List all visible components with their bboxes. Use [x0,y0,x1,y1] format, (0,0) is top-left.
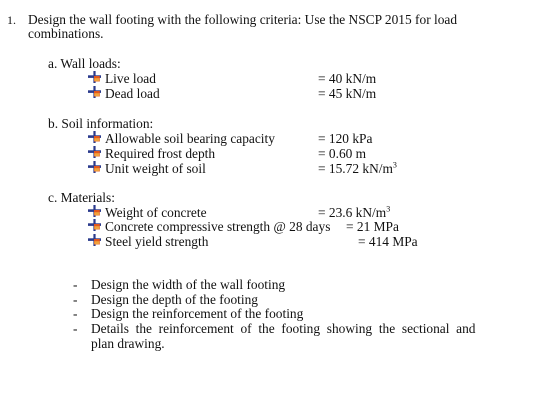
material-item-value: = 23.6 $kN/m^3$ [318,204,391,220]
pushpin-icon [88,161,101,173]
dash-bullet: - [73,277,78,292]
pushpin-icon [88,131,101,143]
soil-info-label: b. Soil information: [48,116,154,131]
wall-load-value: = 45 kN/m [318,86,377,101]
wall-load-value: = 40 kN/m [318,71,377,86]
question-number: 1. [7,13,16,27]
task-item: Details the reinforcement of the footing showing the sectional and [91,321,476,336]
soil-item-value: = 15.72 $kN/m^3$ [318,160,397,176]
pushpin-icon [88,234,101,246]
materials-label: c. Materials: [48,190,115,205]
material-item-name: Weight of concrete [105,205,207,220]
pushpin-icon [88,219,101,231]
superscript: 3 [392,160,397,170]
task-item-continuation: plan drawing. [91,336,165,351]
superscript: 3 [386,204,391,214]
pushpin-icon [88,71,101,83]
soil-item-value: = 120 kPa [318,131,373,146]
question-text-line2: combinations. [28,26,104,41]
pushpin-icon [88,86,101,98]
soil-item-name: Required frost depth [105,146,216,161]
dash-bullet: - [73,321,78,336]
task-item: Design the reinforcement of the footing [91,306,304,321]
soil-item-value: = 0.60 m [318,146,367,161]
task-item: Design the depth of the footing [91,292,258,307]
material-item-name: Steel yield strength [105,234,209,249]
dash-bullet: - [73,306,78,321]
pushpin-icon [88,146,101,158]
task-item: Design the width of the wall footing [91,277,286,292]
soil-item-name: Allowable soil bearing capacity [105,131,275,146]
wall-loads-label: a. Wall loads: [48,56,121,71]
pushpin-icon [88,205,101,217]
material-item-value: = 414 MPa [358,234,418,249]
dash-bullet: - [73,292,78,307]
wall-load-name: Live load [105,71,156,86]
material-item-name: Concrete compressive strength @ 28 days [105,219,331,234]
soil-item-name: Unit weight of soil [105,161,206,176]
question-text-line1: Design the wall footing with the following criteria: Use the NSCP 2015 for load [28,12,458,27]
material-item-value: = 21 MPa [346,219,399,234]
wall-load-name: Dead load [105,86,160,101]
